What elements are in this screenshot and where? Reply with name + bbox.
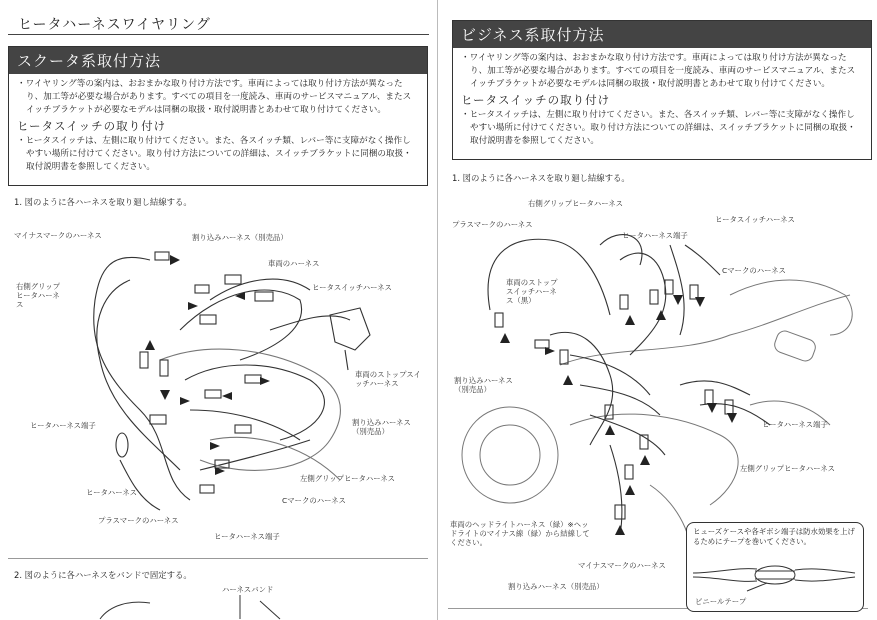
page-title: ヒータハーネスワイヤリング (18, 17, 211, 33)
label-heater-harness: ヒータハーネス (86, 488, 137, 497)
label-stop-switch: 車両のストップスイッチハーネス（黒） (506, 278, 558, 305)
label-splice-harness: 割り込みハーネス（別売品） (192, 233, 288, 242)
step-2: 2. 図のように各ハーネスをバンドで固定する。 (14, 570, 192, 580)
left-page (0, 0, 438, 620)
title-rule (8, 34, 429, 35)
section-divider (8, 558, 428, 559)
label-heater-terminal: ヒータハーネス端子 (622, 231, 688, 240)
label-heater-switch: ヒータスイッチハーネス (715, 215, 795, 224)
label-minus-mark: マイナスマークのハーネス (14, 231, 102, 240)
label-heater-switch: ヒータスイッチハーネス (312, 283, 392, 292)
sub-heading: ヒータスイッチの取り付け (17, 119, 167, 133)
label-c-mark: Cマークのハーネス (722, 266, 786, 275)
intro-text: ・ワイヤリング等の案内は、おおまかな取り付け方法です。車両によっては取り付け方法が異なったり、加工等が必要な場合があります。すべての項目を一度読み、車両のサービスマニュアル、またスイッチブラケットが必要なモデルは同梱の取扱・取付説明書とあわせて取り付けてください。 (461, 53, 856, 89)
label-left-grip: 左側グリップヒータハーネス (740, 464, 836, 473)
section-heading: スクータ系取付方法 (9, 47, 427, 74)
switch-text: ・ヒータスイッチは、左側に取り付けてください。また、各スイッチ類、レバー等に支障がなく操作しやすい場所に付けてください。取り付け方法についての詳細は、スイッチブラケットに同梱の取扱・取付説明書を参照してください。 (17, 136, 412, 172)
label-headlight: 車両のヘッドライトハーネス（緑）※ヘッドライトのマイナス線（緑）から結線してください。 (450, 520, 590, 547)
label-left-grip: 左側グリップヒータハーネス (300, 474, 396, 483)
label-heater-terminal: ヒータハーネス端子 (30, 421, 96, 430)
section-body (453, 48, 871, 152)
label-minus-mark: マイナスマークのハーネス (578, 561, 666, 570)
label-splice-harness-2: 割り込みハーネス（別売品） (508, 582, 604, 591)
label-vinyl-tape: ビニールテープ (695, 597, 747, 606)
scooter-install-box (8, 46, 428, 186)
label-plus-mark: プラスマークのハーネス (452, 220, 533, 229)
label-heater-terminal-2: ヒータハーネス端子 (762, 420, 828, 429)
label-vehicle-harness: 車両のハーネス (268, 259, 320, 268)
label-stop-switch: 車両のストップスイッチハーネス (355, 370, 421, 388)
band-diagram-fragment (90, 595, 390, 620)
switch-text: ・ヒータスイッチは、左側に取り付けてください。また、各スイッチ類、レバー等に支障がなく操作しやすい場所に付けてください。取り付け方法についての詳細は、スイッチブラケットに同梱の取扱・取付説明書を参照してください。 (461, 110, 856, 146)
label-right-grip: 右側グリップヒータハーネス (16, 282, 61, 309)
tape-note: ヒューズケースや各ギボシ端子は防水効果を上げるためにテープを巻いてください。 (693, 527, 855, 546)
label-splice-harness-2: 割り込みハーネス（別売品） (352, 418, 411, 436)
label-plus-mark: プラスマークのハーネス (98, 516, 179, 525)
sub-heading: ヒータスイッチの取り付け (461, 93, 611, 107)
step-1: 1. 図のように各ハーネスを取り廻し結線する。 (452, 173, 630, 183)
label-c-mark: Cマークのハーネス (282, 496, 346, 505)
business-install-box (452, 20, 872, 160)
tape-illustration (687, 555, 861, 595)
label-harness-band: ハーネスバンド (222, 585, 274, 594)
section-heading: ビジネス系取付方法 (453, 21, 871, 48)
step-1: 1. 図のように各ハーネスを取り廻し結線する。 (14, 197, 192, 207)
intro-text: ・ワイヤリング等の案内は、おおまかな取り付け方法です。車両によっては取り付け方法が異なったり、加工等が必要な場合があります。すべての項目を一度読み、車両のサービスマニュアル、またスイッチブラケットが必要なモデルは同梱の取扱・取付説明書とあわせて取り付けてください。 (17, 79, 412, 115)
label-splice-harness: 割り込みハーネス（別売品） (454, 376, 513, 394)
tape-note-box (686, 522, 864, 612)
section-body (9, 74, 427, 178)
label-heater-terminal-2: ヒータハーネス端子 (214, 532, 280, 541)
label-right-grip: 右側グリップヒータハーネス (528, 199, 624, 208)
